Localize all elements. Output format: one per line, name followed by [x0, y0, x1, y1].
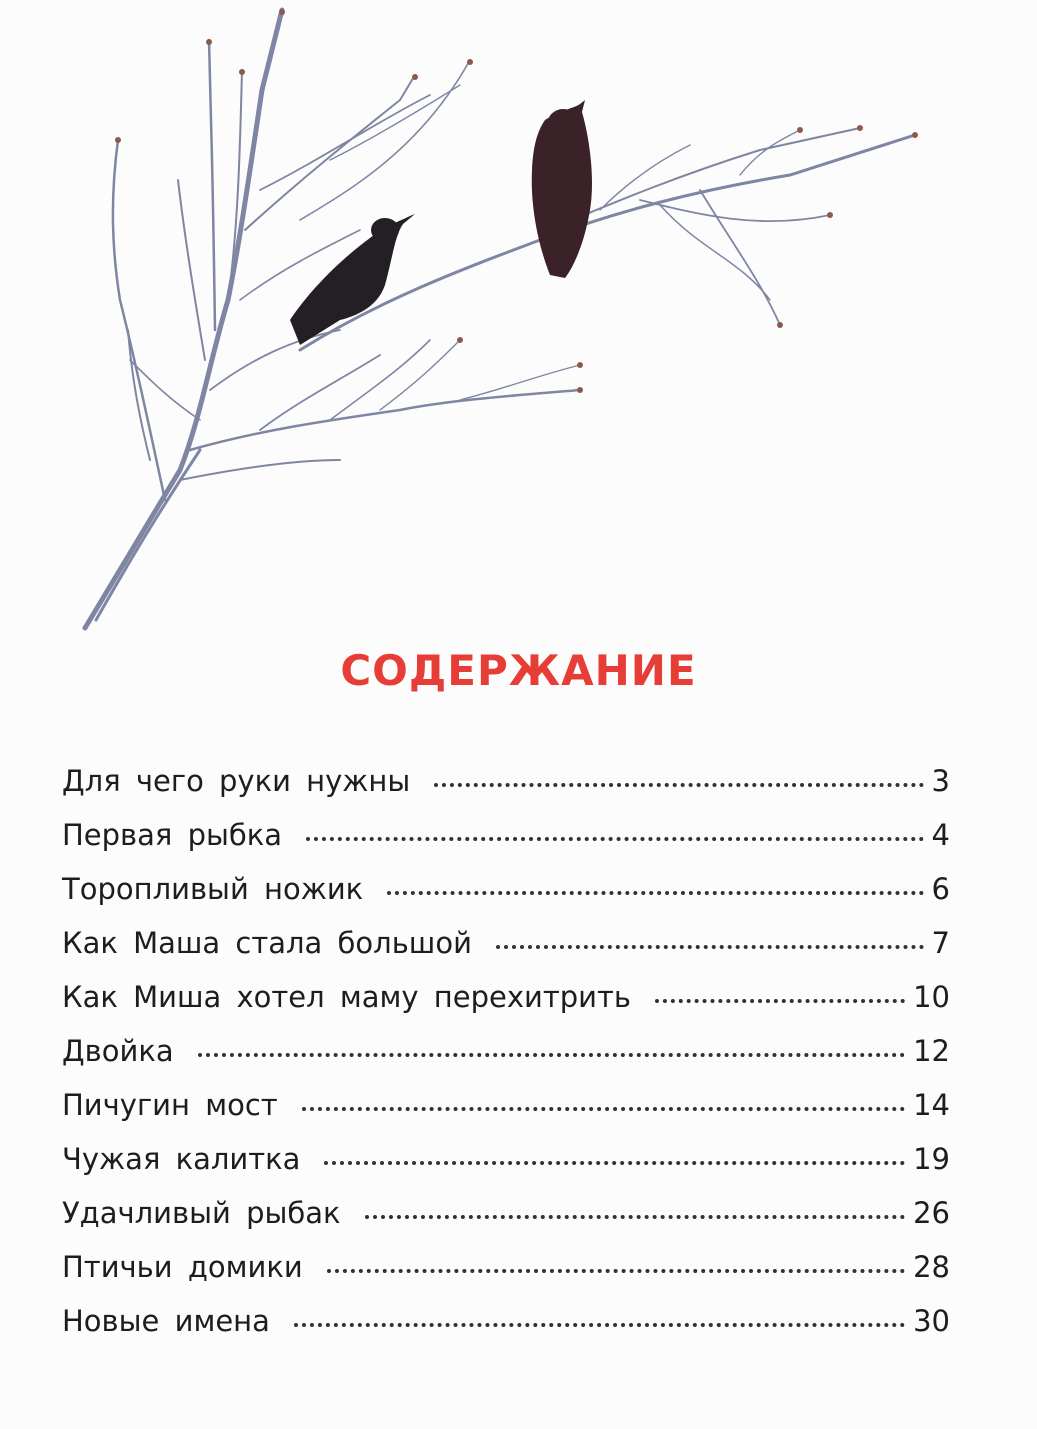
toc-leader-dots	[387, 891, 923, 895]
toc-entry-page: 14	[913, 1088, 950, 1122]
toc-entry-page: 4	[931, 818, 950, 852]
toc-entry[interactable]	[62, 872, 950, 926]
toc-entry-page: 3	[931, 764, 950, 798]
toc-entry-title: Двойка	[62, 1034, 174, 1068]
toc-entry-title: Чужая калитка	[62, 1142, 301, 1176]
birds-on-branch-illustration	[0, 0, 1037, 650]
toc-entry[interactable]	[62, 926, 950, 980]
toc-entry[interactable]	[62, 764, 950, 818]
toc-leader-dots	[365, 1215, 906, 1219]
toc-entry-title: Пичугин мост	[62, 1088, 278, 1122]
toc-entry-title: Для чего руки нужны	[62, 764, 411, 798]
toc-leader-dots	[302, 1107, 905, 1111]
toc-entry[interactable]	[62, 1250, 950, 1304]
toc-entry-page: 28	[913, 1250, 950, 1284]
toc-leader-dots	[294, 1323, 905, 1327]
toc-entry-page: 7	[931, 926, 950, 960]
toc-entry[interactable]	[62, 1304, 950, 1358]
bird-right	[532, 100, 592, 278]
toc-entry-title: Удачливый рыбак	[62, 1196, 341, 1230]
toc-entry[interactable]	[62, 980, 950, 1034]
toc-entry-page: 26	[913, 1196, 950, 1230]
toc-entry[interactable]	[62, 1196, 950, 1250]
toc-entry[interactable]	[62, 1142, 950, 1196]
toc-entry-page: 30	[913, 1304, 950, 1338]
toc-leader-dots	[324, 1161, 905, 1165]
toc-entry-page: 19	[913, 1142, 950, 1176]
toc-entry-title: Как Маша стала большой	[62, 926, 472, 960]
toc-entry-title: Первая рыбка	[62, 818, 283, 852]
toc-entry-page: 12	[913, 1034, 950, 1068]
toc-entry-title: Как Миша хотел маму перехитрить	[62, 980, 631, 1014]
toc-leader-dots	[496, 945, 924, 949]
toc-entry-title: Торопливый ножик	[62, 872, 364, 906]
toc-leader-dots	[655, 999, 905, 1003]
toc-entry[interactable]	[62, 1034, 950, 1088]
toc-leader-dots	[306, 837, 923, 841]
branch-trunk	[85, 10, 282, 628]
toc-entry[interactable]	[62, 818, 950, 872]
toc-entry-page: 6	[931, 872, 950, 906]
table-of-contents	[62, 764, 950, 1358]
toc-leader-dots	[327, 1269, 905, 1273]
toc-entry-title: Птичьи домики	[62, 1250, 303, 1284]
toc-leader-dots	[434, 783, 923, 787]
page-title: СОДЕРЖАНИЕ	[340, 646, 697, 695]
toc-entry-title: Новые имена	[62, 1304, 270, 1338]
toc-leader-dots	[198, 1053, 905, 1057]
toc-entry-page: 10	[913, 980, 950, 1014]
toc-entry[interactable]	[62, 1088, 950, 1142]
